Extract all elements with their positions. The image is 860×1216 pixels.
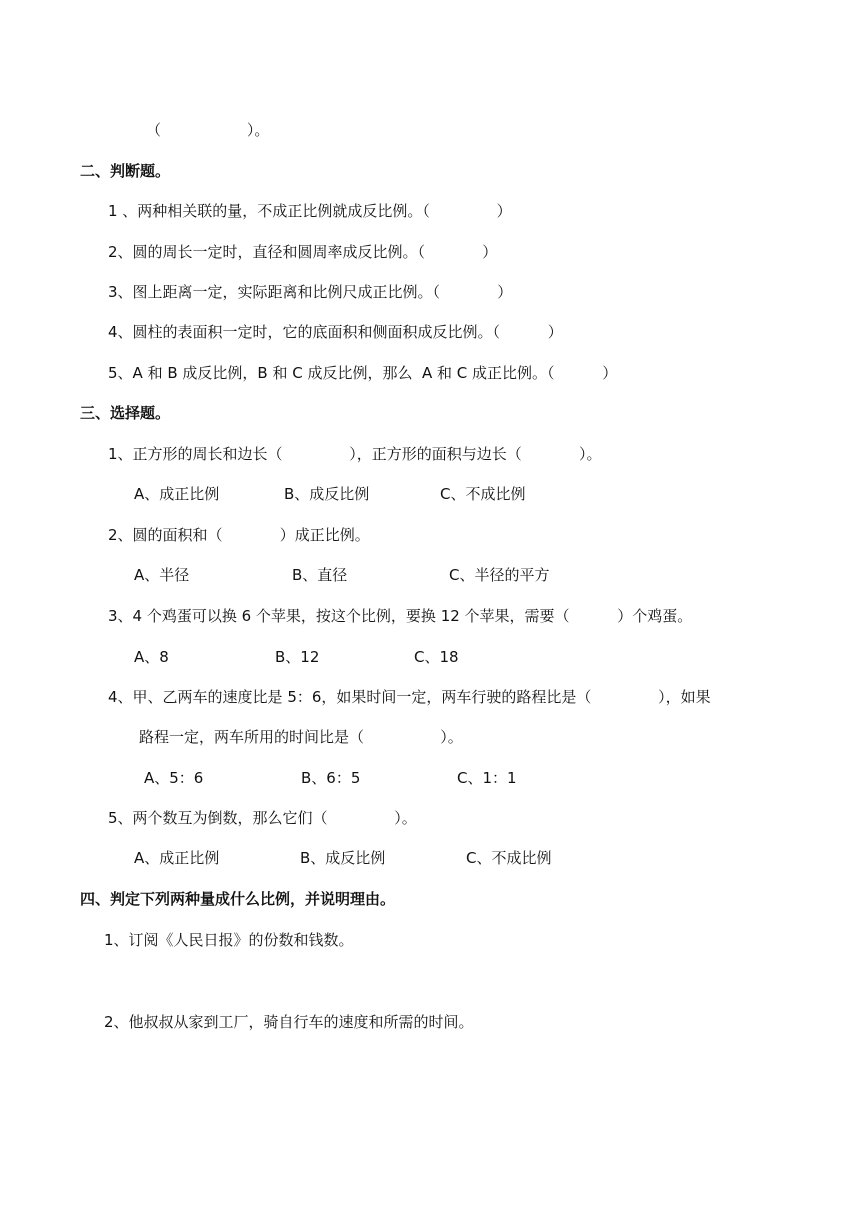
choice-q3-option-b: B、12 (275, 648, 320, 666)
section-2-heading: 二、判断题。 (80, 162, 171, 180)
choice-q2-option-c: C、半径的平方 (449, 566, 550, 584)
judge-item-1: 1 、两种相关联的量，不成正比例就成反比例。（ ） (108, 202, 512, 220)
choice-q4-option-c: C、1：1 (457, 769, 517, 787)
ratio-item-2: 2、他叔叔从家到工厂，骑自行车的速度和所需的时间。 (104, 1013, 474, 1031)
choice-q4-text-line1: 4、甲、乙两车的速度比是 5：6，如果时间一定，两车行驶的路程比是（ ），如果 (108, 688, 711, 706)
choice-q4-text-line2: 路程一定，两车所用的时间比是（ ）。 (139, 728, 463, 746)
choice-q4-option-a: A、5：6 (144, 769, 204, 787)
choice-q5-option-c: C、不成比例 (466, 849, 552, 867)
choice-q5-text: 5、两个数互为倒数，那么它们（ ）。 (108, 809, 417, 827)
choice-q2-option-b: B、直径 (292, 566, 348, 584)
section-3-heading: 三、选择题。 (80, 404, 171, 422)
judge-item-4: 4、圆柱的表面积一定时，它的底面积和侧面积成反比例。（ ） (108, 323, 563, 341)
choice-q3-text: 3、4 个鸡蛋可以换 6 个苹果，按这个比例，要换 12 个苹果，需要（ ）个鸡蛋。 (108, 607, 693, 625)
choice-q3-option-a: A、8 (134, 648, 169, 666)
choice-q2-option-a: A、半径 (134, 566, 190, 584)
carryover-blank: （ ）。 (146, 121, 270, 139)
choice-q1-option-b: B、成反比例 (284, 485, 370, 503)
choice-q4-option-b: B、6：5 (301, 769, 361, 787)
choice-q5-option-b: B、成反比例 (300, 849, 386, 867)
ratio-item-1: 1、订阅《人民日报》的份数和钱数。 (104, 931, 354, 949)
choice-q1-option-c: C、不成比例 (440, 485, 526, 503)
judge-item-2: 2、圆的周长一定时，直径和圆周率成反比例。（ ） (108, 243, 498, 261)
choice-q3-option-c: C、18 (414, 648, 459, 666)
judge-item-3: 3、图上距离一定，实际距离和比例尺成正比例。（ ） (108, 283, 513, 301)
choice-q1-text: 1、正方形的周长和边长（ ），正方形的面积与边长（ ）。 (108, 445, 602, 463)
choice-q1-option-a: A、成正比例 (134, 485, 220, 503)
judge-item-5: 5、A 和 B 成反比例，B 和 C 成反比例，那么 A 和 C 成正比例。（ ） (108, 364, 618, 382)
choice-q5-option-a: A、成正比例 (134, 849, 220, 867)
choice-q2-text: 2、圆的面积和（ ）成正比例。 (108, 526, 370, 544)
section-4-heading: 四、判定下列两种量成什么比例，并说明理由。 (80, 890, 396, 908)
